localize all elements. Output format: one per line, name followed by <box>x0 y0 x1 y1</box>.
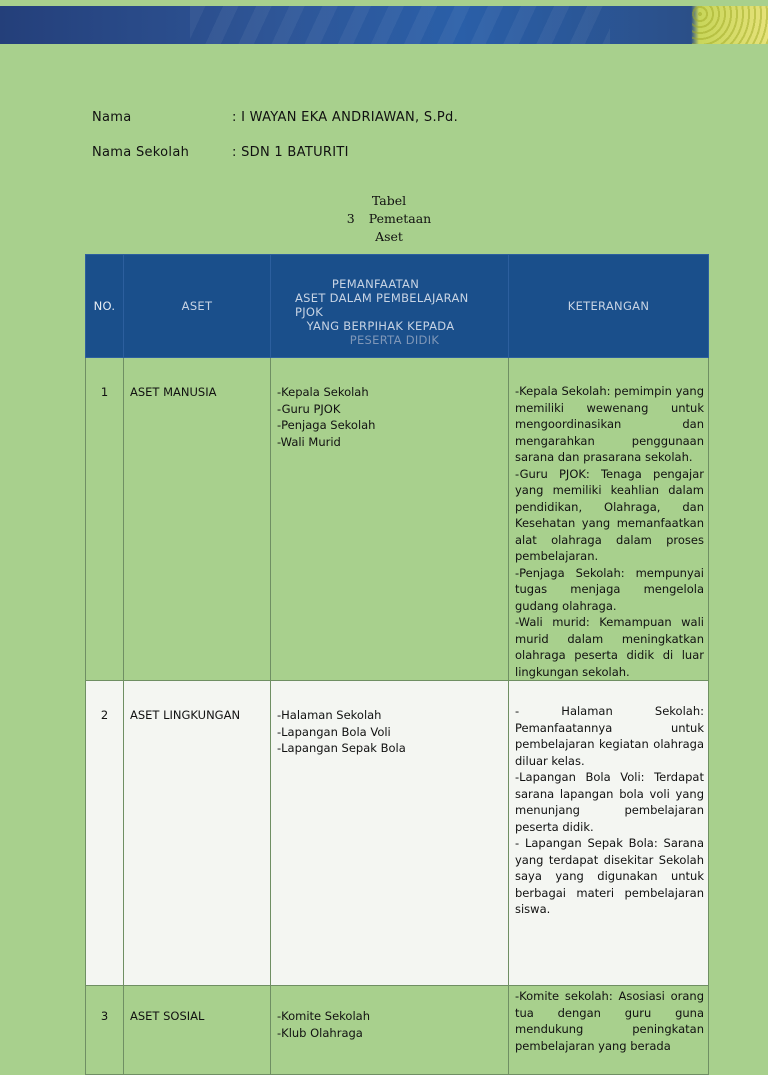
aset-table <box>85 254 709 1075</box>
keterangan-item: -Kepala Sekolah: pemimpin yang memiliki wewenang untuk mengoordinasikan dan mengarahkan penggunaan sarana dan prasarana sekolah. <box>515 384 705 464</box>
keterangan-item: -Lapangan Bola Voli: Terdapat sarana lapangan bola voli yang menunjang pembelajaran peserta didik. <box>515 770 704 834</box>
list-item: -Halaman Sekolah <box>277 708 382 722</box>
row-number: 2 <box>86 681 124 986</box>
header-pemanfaatan-line3: YANG BERPIHAK KEPADA <box>306 319 455 333</box>
header-pemanfaatan-line1: PEMANFAATAN <box>331 277 420 291</box>
sekolah-label: Nama Sekolah <box>92 145 190 160</box>
table-row <box>86 986 709 1075</box>
table-header-row <box>86 255 709 358</box>
table-row <box>86 681 709 986</box>
table-caption-line1: Tabel <box>371 193 407 208</box>
list-item: -Klub Olahraga <box>277 1025 363 1040</box>
nama-value: : I WAYAN EKA ANDRIAWAN, S.Pd. <box>232 110 459 125</box>
keterangan-item: -Komite sekolah: Asosiasi orang tua dengan guru guna mendukung peningkatan pembelajaran yang berada <box>515 989 704 1053</box>
keterangan-item: -Penjaga Sekolah: mempunyai tugas menjaga mengelola gudang olahraga. <box>515 565 704 613</box>
list-item: -Guru PJOK <box>277 401 341 416</box>
list-item: -Penjaga Sekolah <box>277 418 376 432</box>
table-row <box>86 358 709 681</box>
header-no: NO. <box>86 255 124 358</box>
header-banner <box>0 6 768 44</box>
list-item: -Wali Murid <box>277 434 341 449</box>
row-aset: ASET LINGKUNGAN <box>124 681 271 986</box>
row-keterangan <box>509 986 709 1075</box>
header-pemanfaatan <box>271 255 509 358</box>
keterangan-item: - Lapangan Sepak Bola: Sarana yang terdapat disekitar Sekolah saya yang digunakan untuk berbagai materi pembelajaran siswa. <box>515 836 704 916</box>
table-caption-line3: Aset <box>375 229 403 244</box>
row-keterangan <box>509 358 709 681</box>
list-item: -Komite Sekolah <box>277 1009 370 1023</box>
row-number: 1 <box>86 358 124 681</box>
list-item: -Kepala Sekolah <box>277 385 369 399</box>
row-items <box>271 986 509 1075</box>
keterangan-item: -Wali murid: Kemampuan wali murid dalam meningkatkan olahraga peserta didik di luar lingkungan sekolah. <box>515 615 704 679</box>
nama-label: Nama <box>92 110 132 125</box>
row-aset: ASET SOSIAL <box>124 986 271 1075</box>
row-aset: ASET MANUSIA <box>124 358 271 681</box>
list-item: -Lapangan Bola Voli <box>277 724 391 739</box>
keterangan-item: - Halaman Sekolah: Pemanfaatannya untuk pembelajaran kegiatan olahraga diluar kelas. <box>515 704 704 768</box>
list-item: -Lapangan Sepak Bola <box>277 741 406 755</box>
row-keterangan <box>509 681 709 986</box>
header-aset: ASET <box>124 255 271 358</box>
header-pemanfaatan-line4: PESERTA DIDIK <box>349 333 440 347</box>
header-keterangan: KETERANGAN <box>509 255 709 358</box>
row-items <box>271 681 509 986</box>
row-items <box>271 358 509 681</box>
table-caption-line2: 3 Pemetaan <box>346 211 432 226</box>
header-pemanfaatan-line2: ASET DALAM PEMBELAJARAN PJOK <box>295 291 469 319</box>
row-number: 3 <box>86 986 124 1075</box>
sekolah-value: : SDN 1 BATURITI <box>232 145 349 160</box>
keterangan-item: -Guru PJOK: Tenaga pengajar yang memiliki keahlian dalam pendidikan, Olahraga, dan Kesehatan yang memanfaatkan alat olahraga dalam proses pembelajaran. <box>515 466 704 563</box>
